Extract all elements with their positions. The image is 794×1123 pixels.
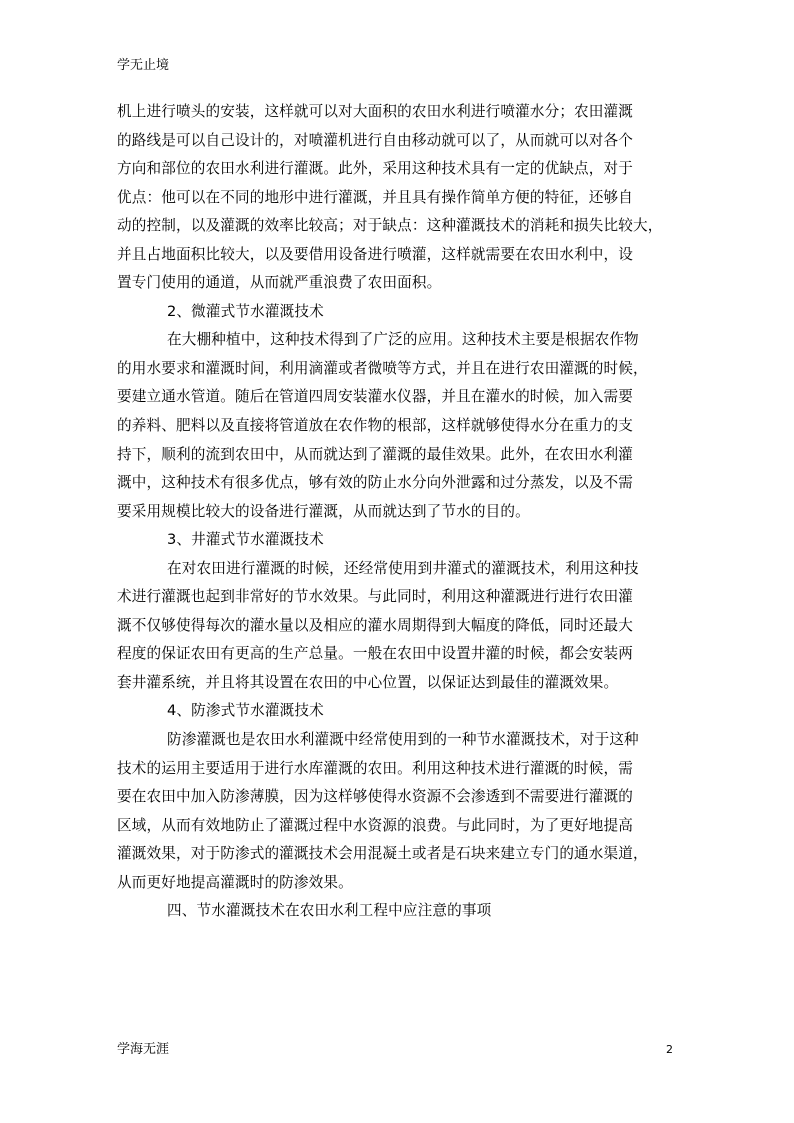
- body-line: 的养料、肥料以及直接将管道放在农作物的根部，这样就够使得水分在重力的支: [117, 417, 634, 435]
- body-line: 的路线是可以自己设计的，对喷灌机进行自由移动就可以了，从而就可以对各个: [117, 131, 634, 149]
- paragraph-first-line: 在对农田进行灌溉的时候，还经常使用到井灌式的灌溉技术，利用这种技: [167, 559, 639, 577]
- page-footer: 学海无涯: [117, 1042, 170, 1057]
- body-line: 术进行灌溉也起到非常好的节水效果。与此同时，利用这种灌溉进行进行农田灌: [117, 588, 634, 606]
- body-line: 优点：他可以在不同的地形中进行灌溉，并且具有操作简单方便的特征，还够自: [117, 188, 634, 206]
- body-line: 并且占地面积比较大，以及要借用设备进行喷灌，这样就需要在农田水利中，设: [117, 245, 634, 263]
- body-line: 动的控制，以及灌溉的效率比较高；对于缺点：这种灌溉技术的消耗和损失比较大，: [117, 217, 663, 235]
- body-line: 要在农田中加入防渗薄膜，因为这样够使得水资源不会渗透到不需要进行灌溉的: [117, 788, 634, 806]
- section-heading: 3、井灌式节水灌溉技术: [167, 531, 324, 549]
- body-line: 要建立通水管道。随后在管道四周安装灌水仪器，并且在灌水的时候，加入需要: [117, 388, 634, 406]
- body-line: 机上进行喷头的安装，这样就可以对大面积的农田水利进行喷灌水分；农田灌溉: [117, 103, 634, 120]
- body-line: 从而更好地提高灌溉时的防渗效果。: [117, 873, 353, 891]
- body-line: 要采用规模比较大的设备进行灌溉，从而就达到了节水的目的。: [117, 502, 530, 520]
- body-line: 套井灌系统，并且将其设置在农田的中心位置，以保证达到最佳的灌溉效果。: [117, 673, 619, 691]
- document-body: [117, 98, 681, 926]
- section-heading: 4、防渗式节水灌溉技术: [167, 702, 324, 720]
- paragraph-first-line: 防渗灌溉也是农田水利灌溉中经常使用到的一种节水灌溉技术，对于这种: [167, 731, 639, 749]
- body-line: 程度的保证农田有更高的生产总量。一般在农田中设置井灌的时候，都会安装两: [117, 645, 634, 663]
- body-line: 方向和部位的农田水利进行灌溉。此外，采用这种技术具有一定的优缺点，对于: [117, 160, 634, 178]
- page-number: 2: [666, 1043, 673, 1056]
- body-line: 灌溉效果，对于防渗式的灌溉技术会用混凝土或者是石块来建立专门的通水渠道，: [117, 845, 648, 863]
- section-heading: 2、微灌式节水灌溉技术: [167, 302, 324, 320]
- body-line: 置专门使用的通道，从而就严重浪费了农田面积。: [117, 274, 442, 292]
- page-header: 学无止境: [117, 58, 170, 73]
- body-line: 技术的运用主要适用于进行水库灌溉的农田。利用这种技术进行灌溉的时候，需: [117, 759, 634, 777]
- body-line: 溉中，这种技术有很多优点，够有效的防止水分向外泄露和过分蒸发，以及不需: [117, 474, 634, 492]
- body-line: 溉不仅够使得每次的灌水量以及相应的灌水周期得到大幅度的降低，同时还最大: [117, 616, 634, 634]
- body-line: 持下，顺利的流到农田中，从而就达到了灌溉的最佳效果。此外，在农田水利灌: [117, 445, 634, 463]
- body-line: 的用水要求和灌溉时间，利用滴灌或者微喷等方式，并且在进行农田灌溉的时候，: [117, 359, 648, 377]
- paragraph-first-line: 在大棚种植中，这种技术得到了广泛的应用。这种技术主要是根据农作物: [167, 331, 639, 349]
- body-line: 区域，从而有效地防止了灌溉过程中水资源的浪费。与此同时，为了更好地提高: [117, 816, 634, 834]
- section-heading: 四、节水灌溉技术在农田水利工程中应注意的事项: [167, 902, 492, 920]
